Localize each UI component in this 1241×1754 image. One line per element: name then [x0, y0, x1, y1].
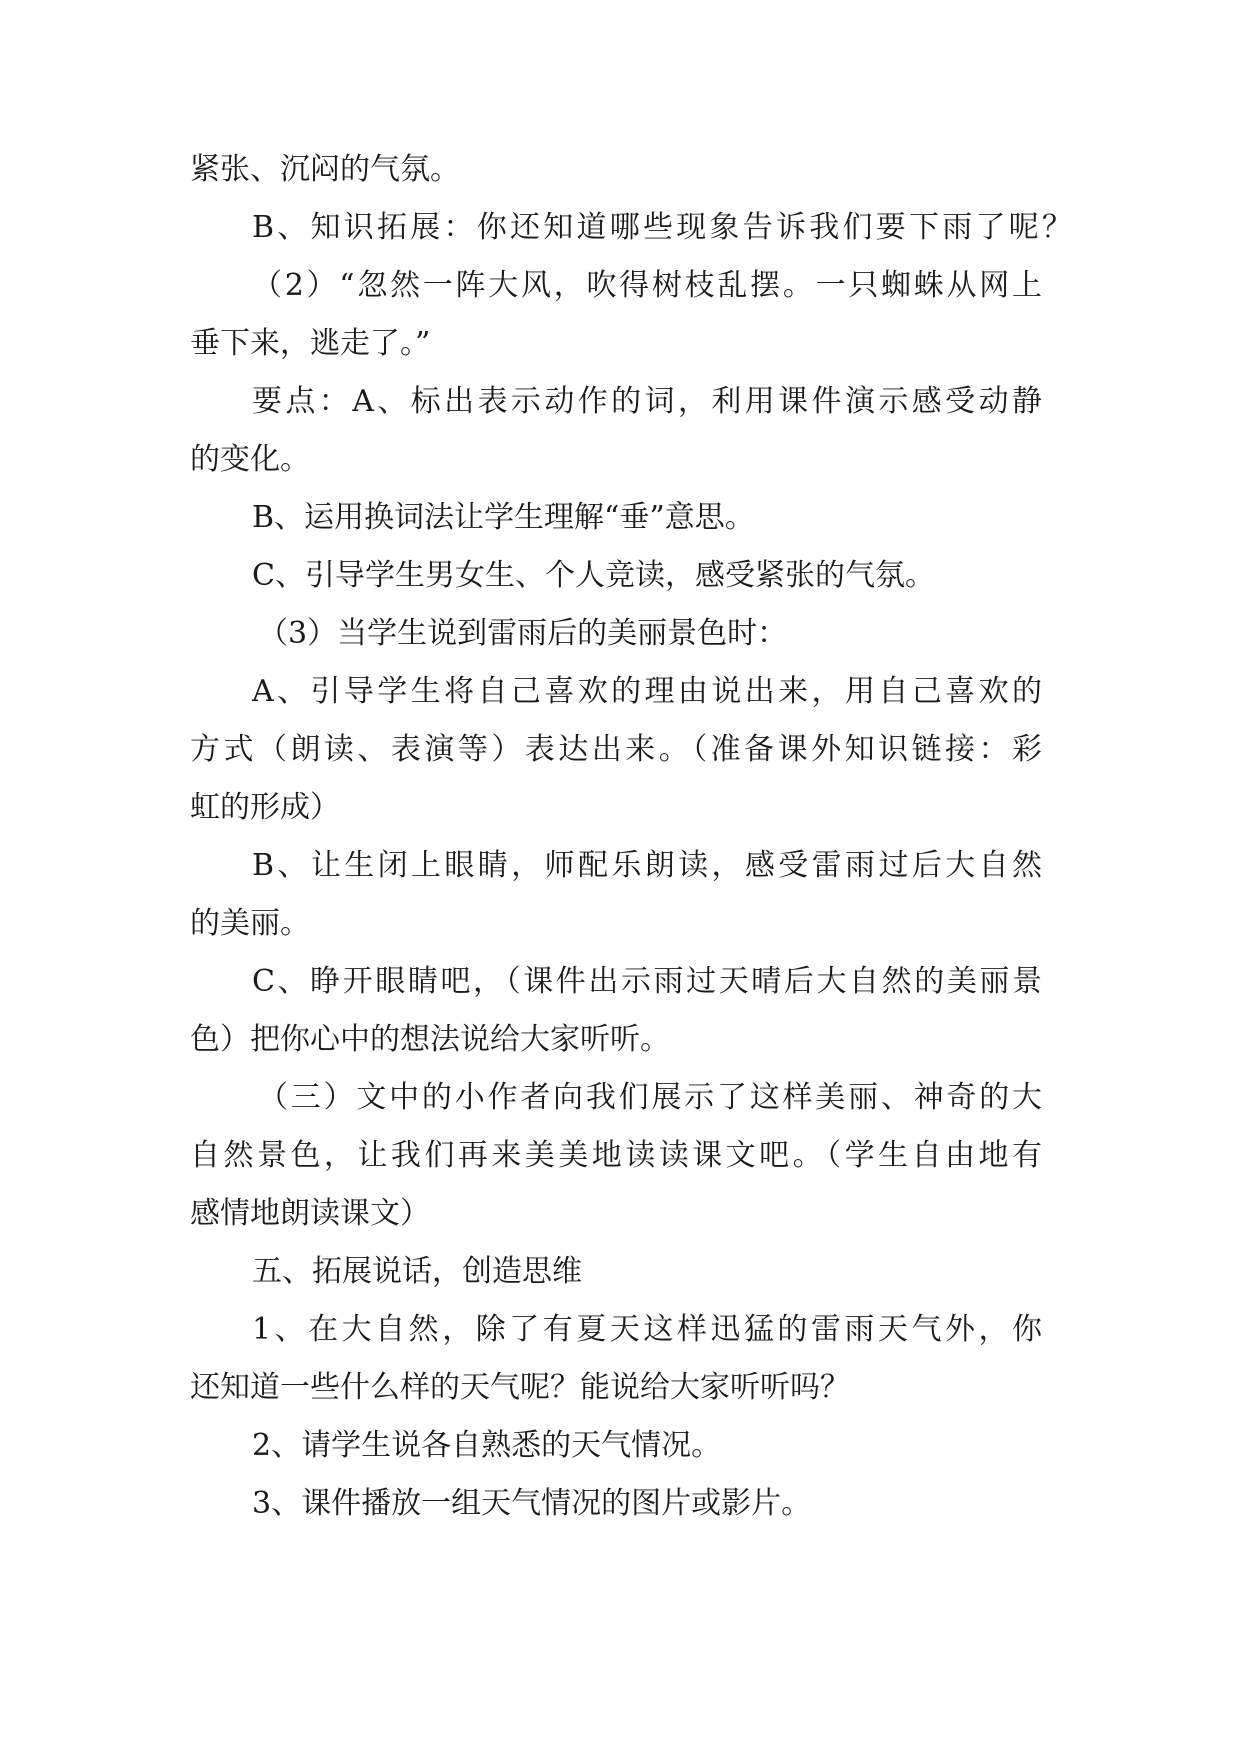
text-line: 的美丽。 [190, 906, 310, 941]
text-line: A、引导学生将自己喜欢的理由说出来，用自己喜欢的 [252, 674, 1042, 709]
text-line: （2）“忽然一阵大风，吹得树枝乱摆。一只蜘蛛从网上 [252, 268, 1042, 303]
text-line: 2、请学生说各自熟悉的天气情况。 [252, 1428, 722, 1463]
text-line: （3）当学生说到雷雨后的美丽景色时： [258, 616, 788, 651]
text-line: B、让生闭上眼睛，师配乐朗读，感受雷雨过后大自然 [252, 848, 1042, 883]
text-line: 要点：A、标出表示动作的词，利用课件演示感受动静 [252, 384, 1042, 419]
text-line: 自然景色，让我们再来美美地读读课文吧。（学生自由地有 [190, 1138, 1042, 1173]
text-line: B、运用换词法让学生理解“垂”意思。 [252, 500, 755, 535]
text-line: B、知识拓展：你还知道哪些现象告诉我们要下雨了呢？ [252, 210, 1072, 245]
text-line: 虹的形成） [190, 790, 340, 825]
text-line: 色）把你心中的想法说给大家听听。 [190, 1022, 670, 1057]
text-line: 1、在大自然，除了有夏天这样迅猛的雷雨天气外，你 [252, 1312, 1042, 1347]
text-line: 3、课件播放一组天气情况的图片或影片。 [252, 1486, 812, 1521]
text-line: C、睁开眼睛吧，（课件出示雨过天晴后大自然的美丽景 [252, 964, 1042, 999]
text-line: 方式（朗读、表演等）表达出来。（准备课外知识链接：彩 [190, 732, 1042, 767]
section-heading: 五、拓展说话，创造思维 [252, 1254, 582, 1289]
text-line: （三）文中的小作者向我们展示了这样美丽、神奇的大 [258, 1080, 1042, 1115]
text-line: 的变化。 [190, 442, 310, 477]
text-line: C、引导学生男女生、个人竞读，感受紧张的气氛。 [252, 558, 935, 593]
text-line: 垂下来，逃走了。” [190, 326, 431, 361]
text-line: 紧张、沉闷的气氛。 [190, 152, 460, 187]
text-line: 还知道一些什么样的天气呢？能说给大家听听吗？ [190, 1370, 850, 1405]
text-line: 感情地朗读课文） [190, 1196, 430, 1231]
